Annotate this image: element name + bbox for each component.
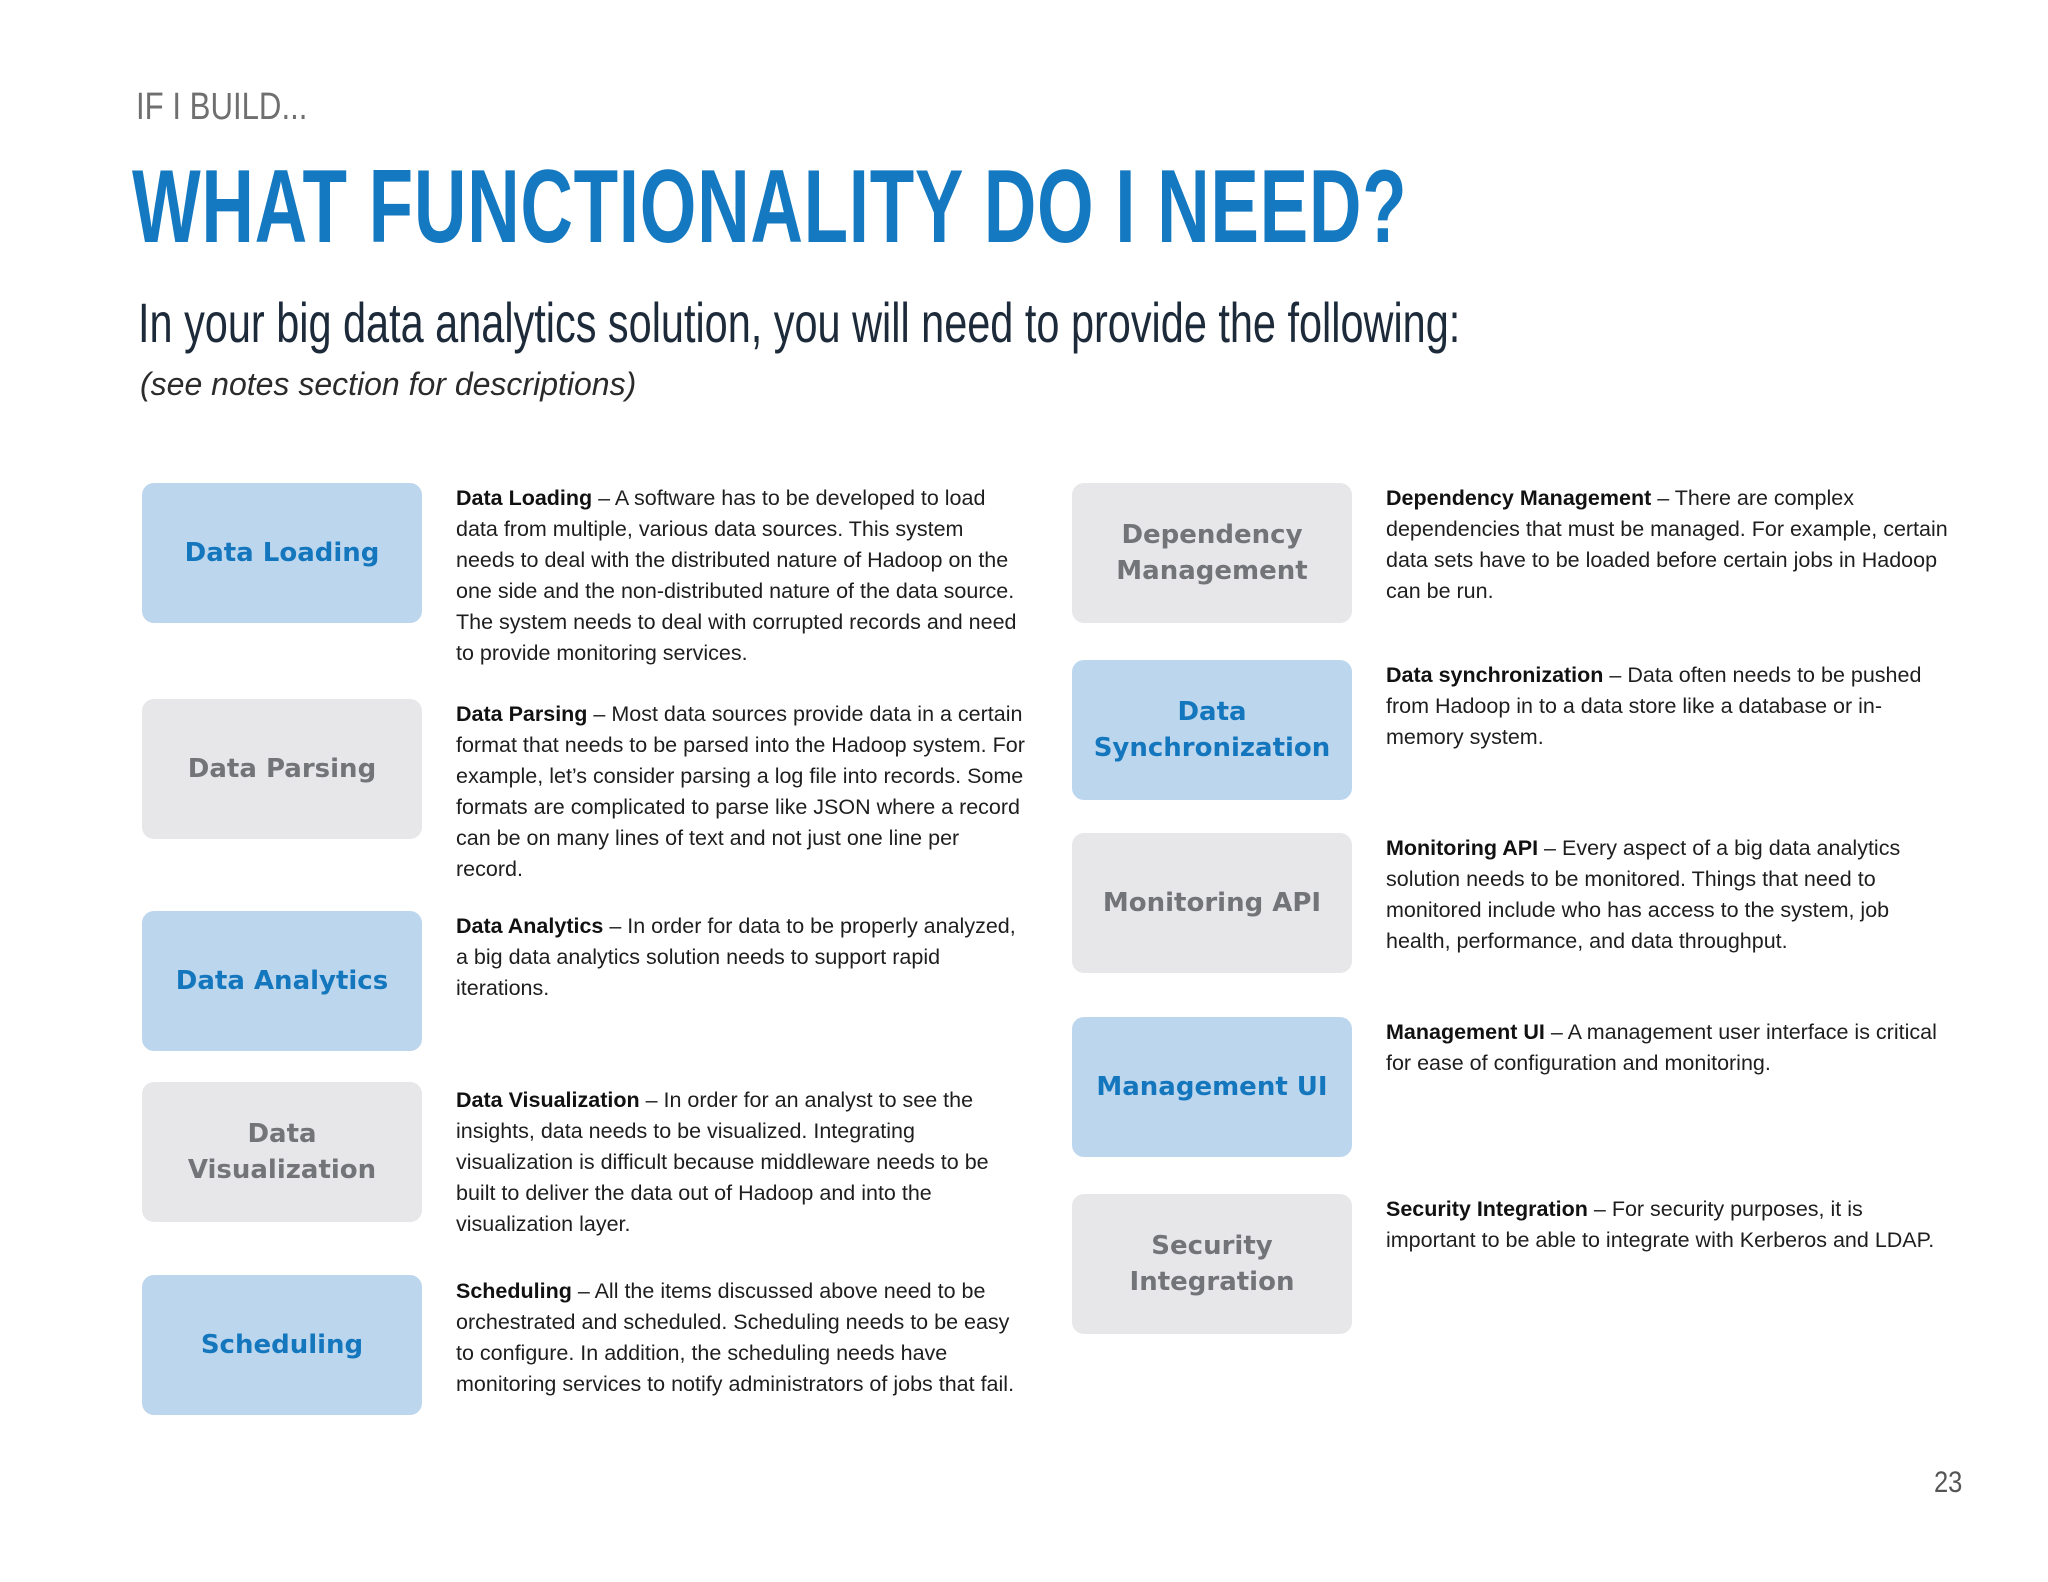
box-data-synchronization: Data Synchronization xyxy=(1072,660,1352,800)
box-monitoring-api: Monitoring API xyxy=(1072,833,1352,973)
description: There are complex dependencies that must be managed. For example, certain data sets have to be loaded before certain jobs in Hadoop can be run. xyxy=(1386,486,1948,603)
box-dependency-management: Dependency Management xyxy=(1072,483,1352,623)
description: Every aspect of a big data analytics solution needs to be monitored. Things that need to monitored include who has access to the system, job health, performance, and data throughput. xyxy=(1386,836,1901,953)
term: Data Visualization xyxy=(456,1088,640,1112)
desc-data-analytics xyxy=(456,911,1026,1004)
separator: – xyxy=(1544,1020,1568,1044)
page-title: WHAT FUNCTIONALITY DO I NEED? xyxy=(132,149,1408,265)
box-data-parsing: Data Parsing xyxy=(142,699,422,839)
description: Most data sources provide data in a certain format that needs to be parsed into the Hadoop system. For example, let’s consider parsing a log file into records. Some formats are complicated to parse like JSON where a record can be on many lines of text and not just one line per record. xyxy=(456,702,1025,881)
desc-management-ui xyxy=(1386,1017,1956,1079)
separator: – xyxy=(571,1279,595,1303)
term: Data Analytics xyxy=(456,914,604,938)
desc-security-integration xyxy=(1386,1194,1956,1256)
box-management-ui: Management UI xyxy=(1072,1017,1352,1157)
box-security-integration: Security Integration xyxy=(1072,1194,1352,1334)
term: Scheduling xyxy=(456,1279,572,1303)
desc-monitoring-api xyxy=(1386,833,1956,957)
term: Monitoring API xyxy=(1386,836,1539,860)
term: Management UI xyxy=(1386,1020,1545,1044)
separator: – xyxy=(587,702,612,726)
section-kicker: IF I BUILD... xyxy=(136,86,308,128)
description: In order for data to be properly analyzed, a big data analytics solution needs to support rapid iterations. xyxy=(456,914,1016,1000)
box-data-analytics: Data Analytics xyxy=(142,911,422,1051)
desc-dependency-management xyxy=(1386,483,1956,607)
box-data-loading: Data Loading xyxy=(142,483,422,623)
separator: – xyxy=(603,914,628,938)
desc-data-parsing xyxy=(456,699,1026,885)
desc-data-synchronization xyxy=(1386,660,1956,753)
separator: – xyxy=(1651,486,1675,510)
desc-data-visualization xyxy=(456,1085,1026,1240)
description: For security purposes, it is important to be able to integrate with Kerberos and LDAP. xyxy=(1386,1197,1935,1252)
page-number: 23 xyxy=(1934,1466,1963,1499)
term: Security Integration xyxy=(1386,1197,1588,1221)
description: All the items discussed above need to be orchestrated and scheduled. Scheduling needs to be easy to configure. In addition, the scheduling needs have monitoring services to notify administrators of jobs that fail. xyxy=(456,1279,1015,1396)
term: Dependency Management xyxy=(1386,486,1652,510)
separator: – xyxy=(592,486,615,510)
description: A software has to be developed to load data from multiple, various data sources. This system needs to deal with the distributed nature of Hadoop on the one side and the non-distributed nature of the data source. The system needs to deal with corrupted records and need to provide monitoring services. xyxy=(456,486,1017,665)
box-data-visualization: Data Visualization xyxy=(142,1082,422,1222)
page-subtitle: In your big data analytics solution, you will need to provide the following: xyxy=(138,291,1461,354)
term: Data Parsing xyxy=(456,702,588,726)
term: Data Loading xyxy=(456,486,593,510)
box-scheduling: Scheduling xyxy=(142,1275,422,1415)
separator: – xyxy=(1603,663,1628,687)
desc-scheduling xyxy=(456,1276,1026,1400)
description: A management user interface is critical for ease of configuration and monitoring. xyxy=(1386,1020,1937,1075)
notes-hint: (see notes section for descriptions) xyxy=(140,366,637,402)
separator: – xyxy=(1587,1197,1612,1221)
term: Data synchronization xyxy=(1386,663,1604,687)
desc-data-loading xyxy=(456,483,1026,669)
separator: – xyxy=(1538,836,1562,860)
description: Data often needs to be pushed from Hadoop in to a data store like a database or in-memory system. xyxy=(1386,663,1922,749)
separator: – xyxy=(639,1088,664,1112)
description: In order for an analyst to see the insights, data needs to be visualized. Integrating visualization is difficult because middleware needs to be built to deliver the data out of Hadoop and into the visualization layer. xyxy=(456,1088,989,1236)
